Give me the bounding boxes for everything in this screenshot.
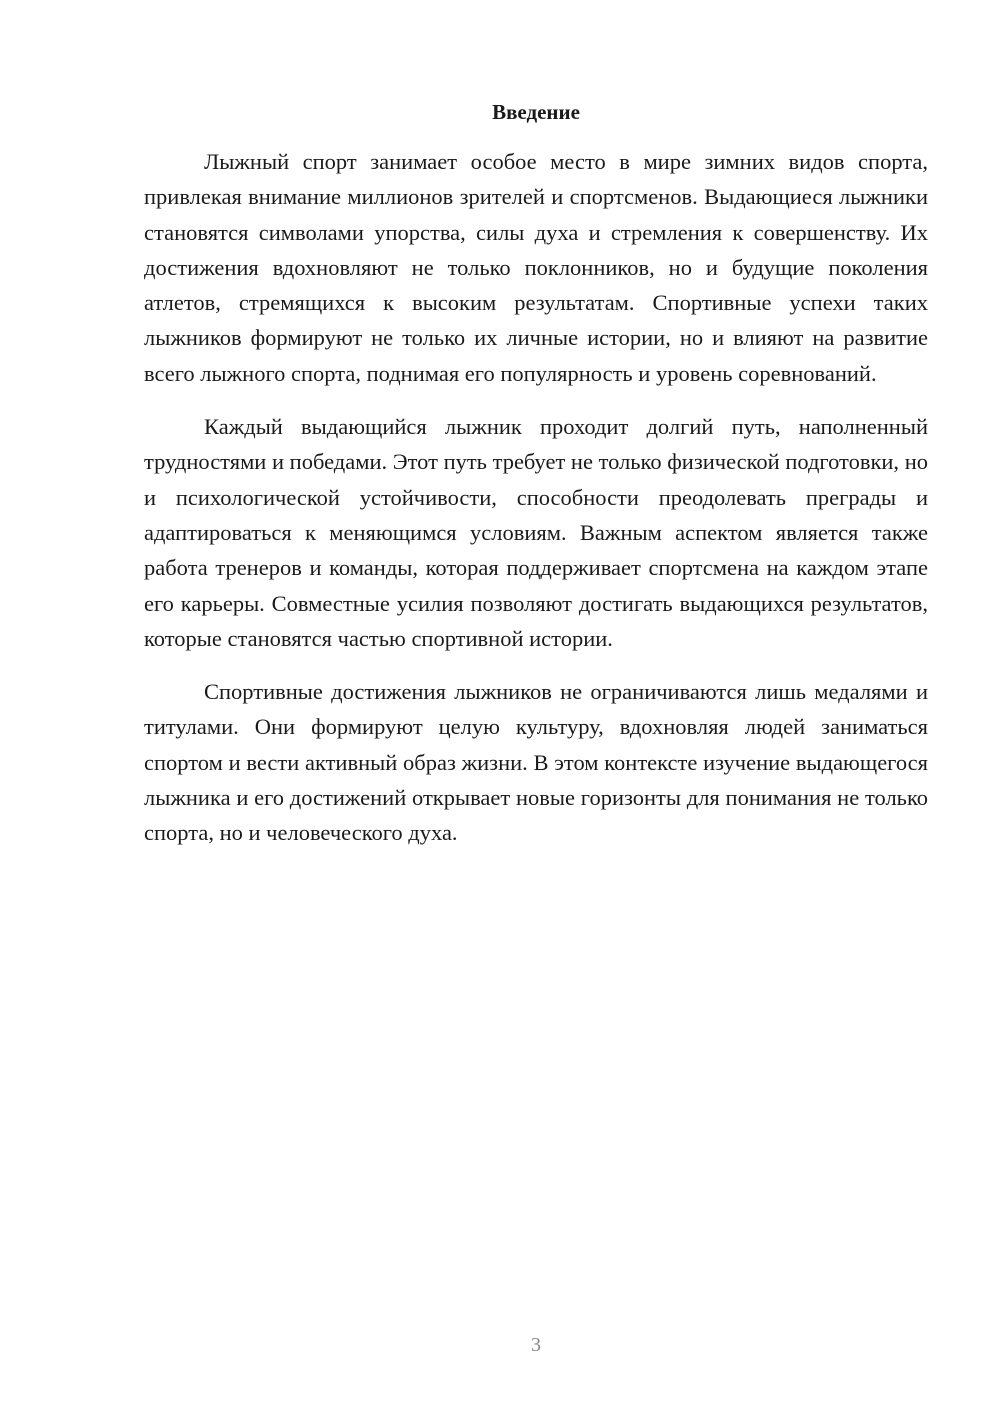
- paragraph-intro: Лыжный спорт занимает особое место в мире зимних видов спорта, привлекая внимание миллионов зрителей и спортсменов. Выдающиеся лыжники становятся символами упорства, силы духа и стремления к совершенству. Их достижения вдохновляют не только поклонников, но и будущие поколения атлетов, стремящихся к высоким результатам. Спортивные успехи таких лыжников формируют не только их личные истории, но и влияют на развитие всего лыжного спорта, поднимая его популярность и уровень соревнований.: [144, 149, 928, 386]
- paragraph-path: Каждый выдающийся лыжник проходит долгий путь, наполненный трудностями и победами. Этот путь требует не только физической подготовки, но и психологической устойчивости, способности преодолевать преграды и адаптироваться к меняющимся условиям. Важным аспектом является также работа тренеров и команды, которая поддерживает спортсмена на каждом этапе его карьеры. Совместные усилия позволяют достигать выдающихся результатов, которые становятся частью спортивной истории.: [144, 414, 928, 651]
- paragraph-culture: Спортивные достижения лыжников не ограничиваются лишь медалями и титулами. Они формируют целую культуру, вдохновляя людей заниматься спортом и вести активный образ жизни. В этом контексте изучение выдающегося лыжника и его достижений открывает новые горизонты для понимания не только спорта, но и человеческого духа.: [144, 679, 928, 846]
- section-heading: Введение: [492, 100, 580, 124]
- page-number: 3: [531, 1334, 541, 1356]
- body-text: [144, 144, 928, 869]
